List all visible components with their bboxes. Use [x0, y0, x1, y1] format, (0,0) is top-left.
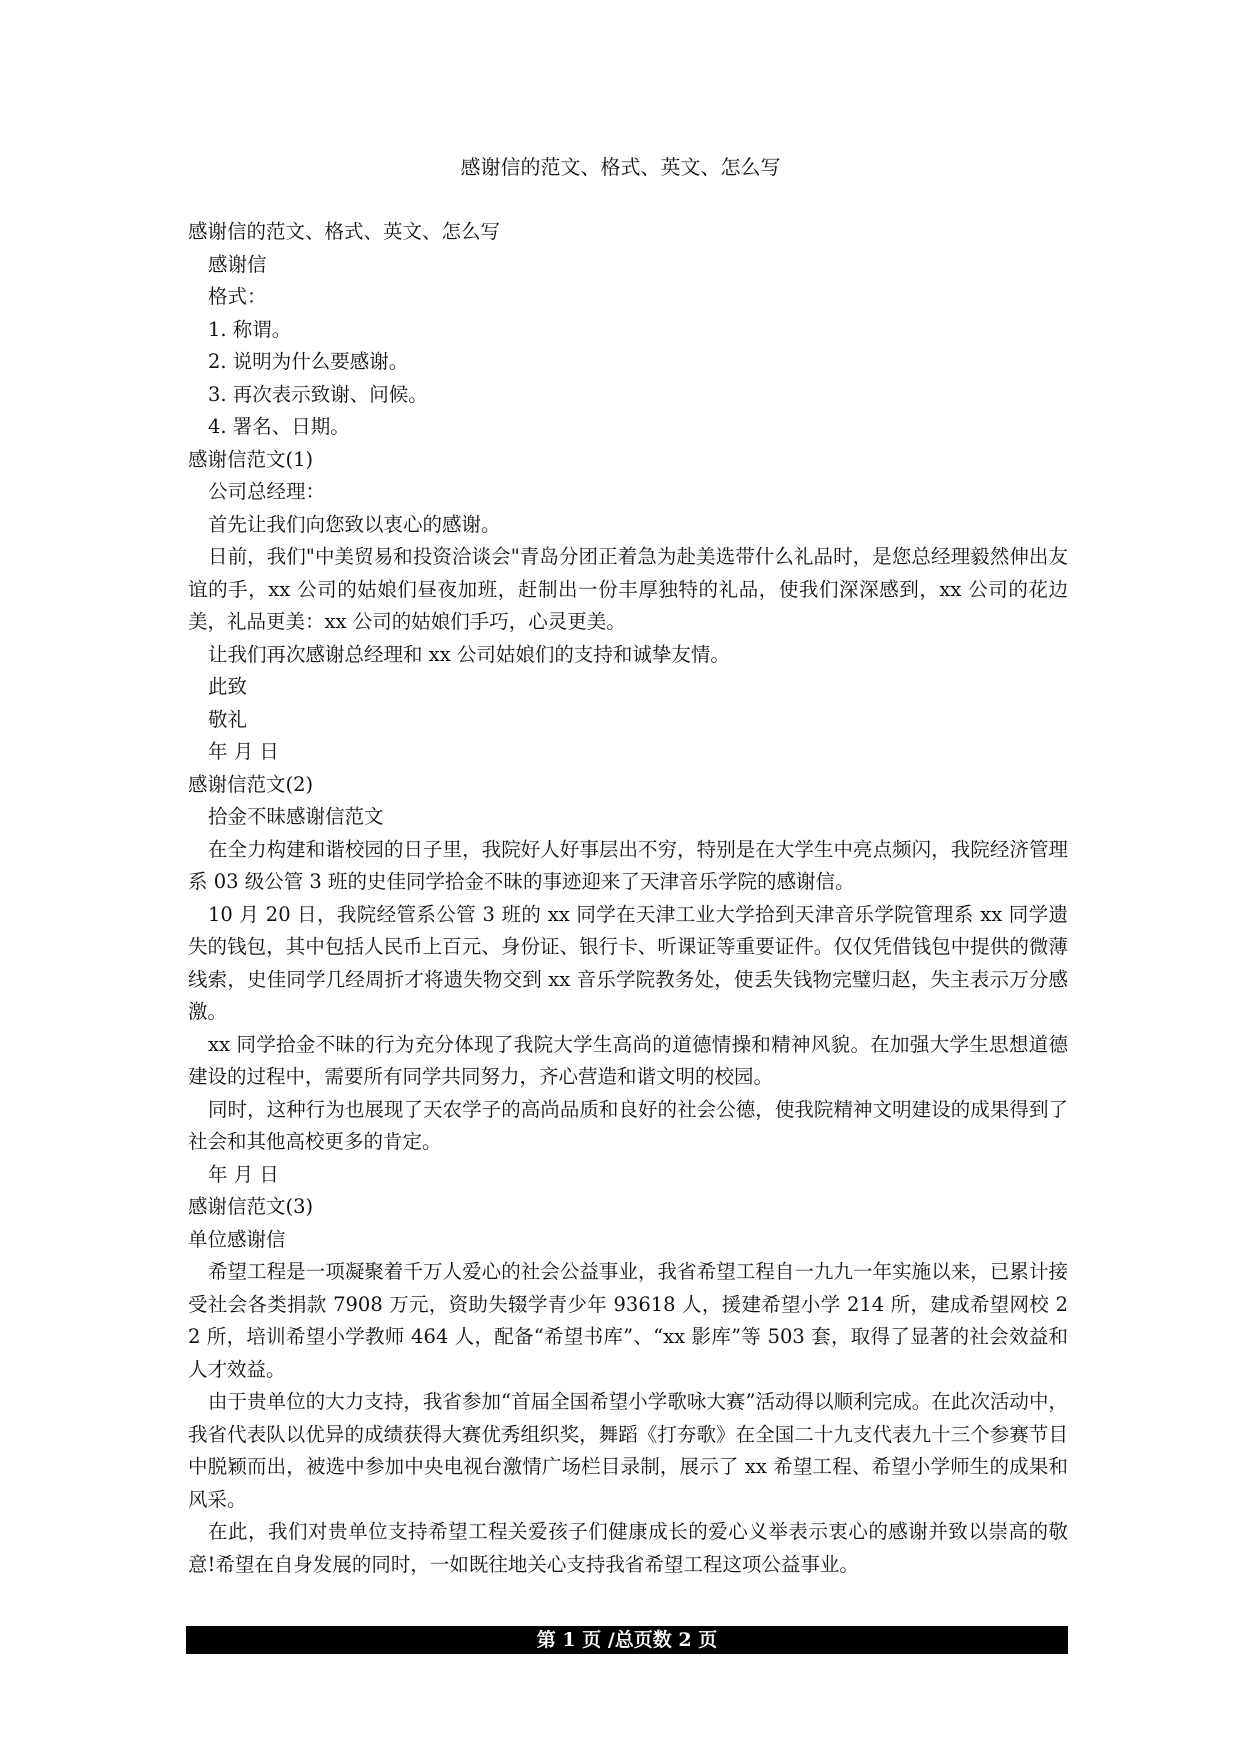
document-paragraph: 格式：: [208, 285, 267, 308]
document-paragraph: 感谢信范文(2): [188, 772, 314, 796]
document-paragraph: 3. 再次表示致谢、问候。: [208, 382, 428, 406]
document-paragraph: 年 月 日: [208, 740, 279, 763]
document-body: [188, 216, 1068, 1581]
page-footer-bar: [186, 1626, 1068, 1654]
document-paragraph: 年 月 日: [208, 1162, 279, 1186]
document-paragraph: 希望工程是一项凝聚着千万人爱心的社会公益事业，我省希望工程自一九九一年实施以来，已累计接受社会各类捐款 7908 万元，资助失辍学青少年 93618 人，援建希望小学 214 所，建成希望网校 22 所，培训希望小学教师 464 人，配备“希望书库”、“xx 影库”等 503 套，取得了显著的社会效益和人才效益。: [188, 1260, 1068, 1381]
document-paragraph: 1. 称谓。: [208, 317, 292, 341]
document-paragraph: 4. 署名、日期。: [208, 415, 350, 438]
document-paragraph: 此致: [208, 675, 248, 698]
document-paragraph: 在此，我们对贵单位支持希望工程关爱孩子们健康成长的爱心义举表示衷心的感谢并致以崇高的敬意!希望在自身发展的同时，一如既往地关心支持我省希望工程这项公益事业。: [188, 1520, 1068, 1576]
document-paragraph: 同时，这种行为也展现了天农学子的高尚品质和良好的社会公德，使我院精神文明建设的成果得到了社会和其他高校更多的肯定。: [188, 1097, 1068, 1153]
document-paragraph: 在全力构建和谐校园的日子里，我院好人好事层出不穷，特别是在大学生中亮点频闪，我院经济管理系 03 级公管 3 班的史佳同学拾金不昧的事迹迎来了天津音乐学院的感谢信。: [188, 837, 1068, 893]
document-paragraph: 感谢信的范文、格式、英文、怎么写: [188, 220, 501, 243]
document-paragraph: 由于贵单位的大力支持，我省参加“首届全国希望小学歌咏大赛”活动得以顺利完成。在此次活动中，我省代表队以优异的成绩获得大赛优秀组织奖，舞蹈《打夯歌》在全国二十九支代表九十三个参赛节目中脱颖而出，被选中参加中央电视台激情广场栏目录制，展示了 xx 希望工程、希望小学师生的成果和风采。: [188, 1390, 1068, 1511]
document-paragraph: 首先让我们向您致以衷心的感谢。: [208, 512, 501, 536]
document-paragraph: 公司总经理：: [208, 480, 326, 503]
document-paragraph: 感谢信: [208, 252, 267, 276]
page-number-label: 第 1 页 /总页数 2 页: [536, 1629, 718, 1651]
document-paragraph: 感谢信范文(1): [188, 447, 314, 471]
document-title: 感谢信的范文、格式、英文、怎么写: [460, 155, 781, 179]
document-paragraph: 日前，我们"中美贸易和投资洽谈会"青岛分团正着急为赴美选带什么礼品时，是您总经理毅然伸出友谊的手，xx 公司的姑娘们昼夜加班，赶制出一份丰厚独特的礼品，使我们深深感到，xx 公司的花边美，礼品更美：xx 公司的姑娘们手巧，心灵更美。: [188, 545, 1068, 633]
document-paragraph: 让我们再次感谢总经理和 xx 公司姑娘们的支持和诚挚友情。: [208, 642, 730, 666]
document-paragraph: 感谢信范文(3): [188, 1195, 314, 1218]
document-paragraph: 单位感谢信: [188, 1227, 286, 1251]
document-paragraph: 2. 说明为什么要感谢。: [208, 350, 409, 373]
document-paragraph: 拾金不昧感谢信范文: [208, 805, 384, 828]
document-paragraph: 10 月 20 日，我院经管系公管 3 班的 xx 同学在天津工业大学拾到天津音乐学院管理系 xx 同学遗失的钱包，其中包括人民币上百元、身份证、银行卡、听课证等重要证件。仅仅凭借钱包中提供的微薄线索，史佳同学几经周折才将遗失物交到 xx 音乐学院教务处，使丢失钱物完璧归赵，失主表示万分感激。: [188, 902, 1068, 1023]
document-paragraph: 敬礼: [208, 707, 248, 731]
document-paragraph: xx 同学拾金不昧的行为充分体现了我院大学生高尚的道德情操和精神风貌。在加强大学生思想道德建设的过程中，需要所有同学共同努力，齐心营造和谐文明的校园。: [188, 1032, 1068, 1088]
